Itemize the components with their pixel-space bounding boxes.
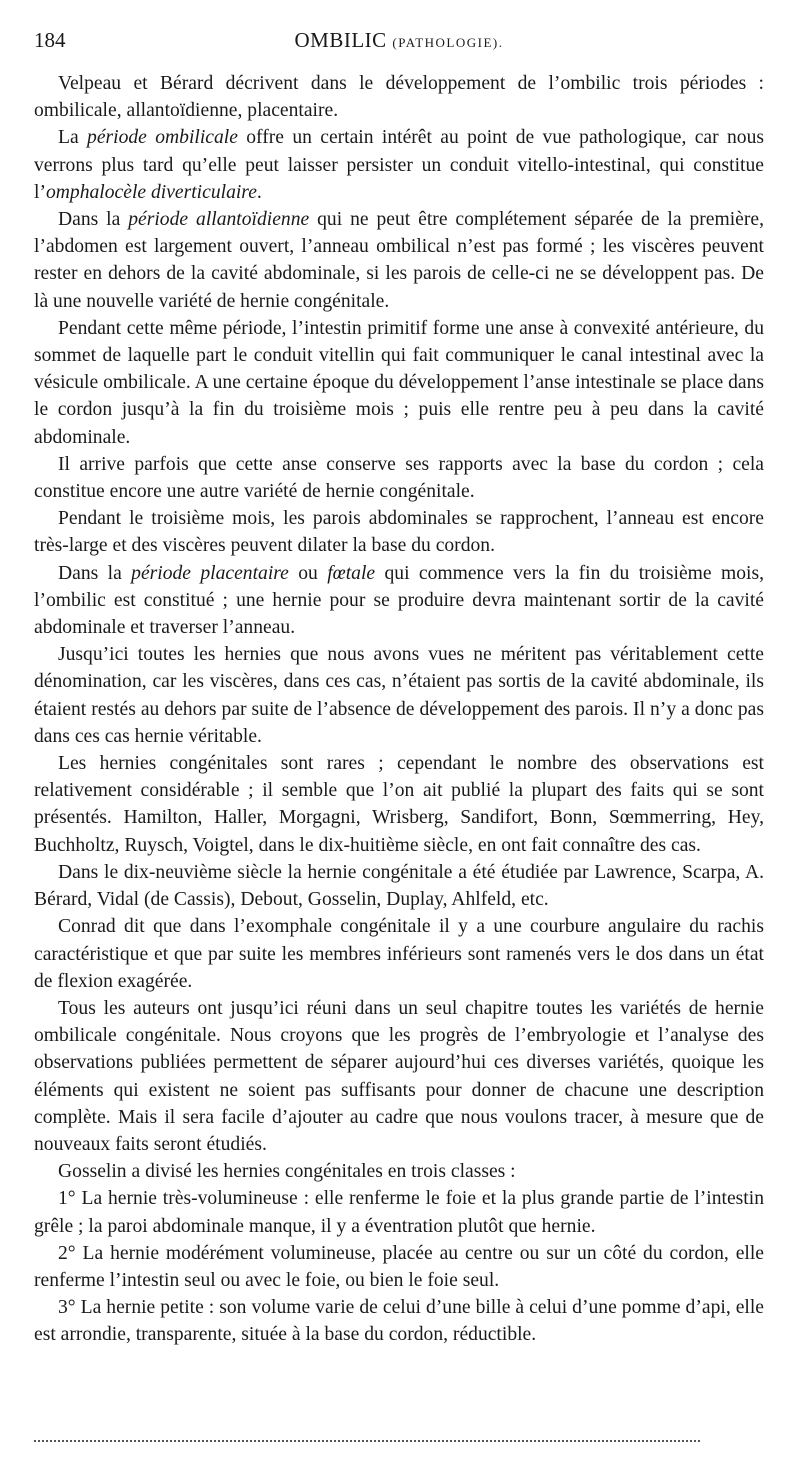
page-number: 184 [34, 28, 66, 52]
list-item: 2° La hernie modérément volumineuse, placée au centre ou sur un côté du cordon, elle renferme l’intestin seul ou avec le foie, ou bien le foie seul. [34, 1242, 764, 1291]
list-item: 1° La hernie très-volumineuse : elle renferme le foie et la plus grande partie de l’intestin grêle ; la paroi abdominale manque, il y a éventration plutôt que hernie. [34, 1188, 764, 1237]
body-text [34, 70, 764, 1349]
paragraph: Dans la période placentaire ou fœtale qui commence vers la fin du troisième mois, l’ombilic est constitué ; une hernie pour se produire devra maintenant sortir de la cavité abdominale et traverser l’anneau. [34, 562, 764, 639]
paragraph: Tous les auteurs ont jusqu’ici réuni dans un seul chapitre toutes les variétés de hernie ombilicale congénitale. Nous croyons que les progrès de l’embryologie et l’analyse des observations publiées permettent de séparer aujourd’hui ces diverses variétés, quoique les éléments qui existent ne soient pas suffisants pour donner de chacune une description complète. Mais il sera facile d’ajouter au cadre que nous voulons tracer, à mesure que de nouveaux faits seront étudiés. [34, 997, 764, 1155]
paragraph: Velpeau et Bérard décrivent dans le développement de l’ombilic trois périodes : ombilicale, allantoïdienne, placentaire. [34, 73, 764, 122]
footer-dotted-rule [34, 1440, 700, 1442]
running-title [94, 28, 764, 53]
paragraph: Pendant le troisième mois, les parois abdominales se rapprochent, l’anneau est encore très-large et des viscères peuvent dilater la base du cordon. [34, 508, 764, 557]
paragraph: Gosselin a divisé les hernies congénitales en trois classes : [58, 1161, 516, 1183]
paragraph: Dans la période allantoïdienne qui ne peut être complétement séparée de la première, l’abdomen est largement ouvert, l’anneau ombilical n’est pas formé ; les viscères peuvent rester en dehors de la cavité abdominale, si les parois de celle-ci ne se développent pas. De là une nouvelle variété de hernie congénitale. [34, 209, 764, 312]
paragraph: Il arrive parfois que cette anse conserve ses rapports avec la base du cordon ; cela constitue encore une autre variété de hernie congénitale. [34, 453, 764, 503]
running-header [34, 28, 764, 58]
paragraph: Dans le dix-neuvième siècle la hernie congénitale a été étudiée par Lawrence, Scarpa, A. Bérard, Vidal (de Cassis), Debout, Gosselin, Duplay, Ahlfeld, etc. [34, 861, 764, 911]
running-title-sub: (PATHOLOGIE). [392, 35, 504, 50]
paragraph: Jusqu’ici toutes les hernies que nous avons vues ne méritent pas véritablement cette dénomination, car les viscères, dans ces cas, n’étaient pas sortis de la cavité abdominale, ils étaient restés au dehors par suite de l’absence de développement des parois. Il n’y a donc pas dans ces cas hernie véritable. [34, 644, 764, 747]
list-item: 3° La hernie petite : son volume varie de celui d’une bille à celui d’une pomme d’api, elle est arrondie, transparente, située à la base du cordon, réductible. [34, 1297, 764, 1346]
paragraph: Conrad dit que dans l’exomphale congénitale il y a une courbure angulaire du rachis caractéristique et que par suite les membres inférieurs sont ramenés vers le dos dans un état de flexion exagérée. [34, 916, 764, 992]
paragraph: Les hernies congénitales sont rares ; cependant le nombre des observations est relativement considérable ; il semble que l’on ait publié la plupart des faits qui se sont présentés. Hamilton, Haller, Morgagni, Wrisberg, Sandifort, Bonn, Sœmmerring, Hey, Buchholtz, Ruysch, Voigtel, dans le dix-huitième siècle, en ont fait connaître des cas. [34, 753, 764, 856]
paragraph: La période ombilicale offre un certain intérêt au point de vue pathologique, car nous verrons plus tard qu’elle peut laisser persister un conduit vitello-intestinal, qui constitue l’omphalocèle diverticulaire. [34, 127, 764, 203]
paragraph: Pendant cette même période, l’intestin primitif forme une anse à convexité antérieure, du sommet de laquelle part le conduit vitellin qui fait communiquer le canal intestinal avec la vésicule ombilicale. A une certaine époque du développement l’anse intestinale se place dans le cordon jusqu’à la fin du troisième mois ; puis elle rentre peu à peu dans la cavité abdominale. [34, 317, 764, 448]
running-title-main: OMBILIC [294, 28, 387, 52]
